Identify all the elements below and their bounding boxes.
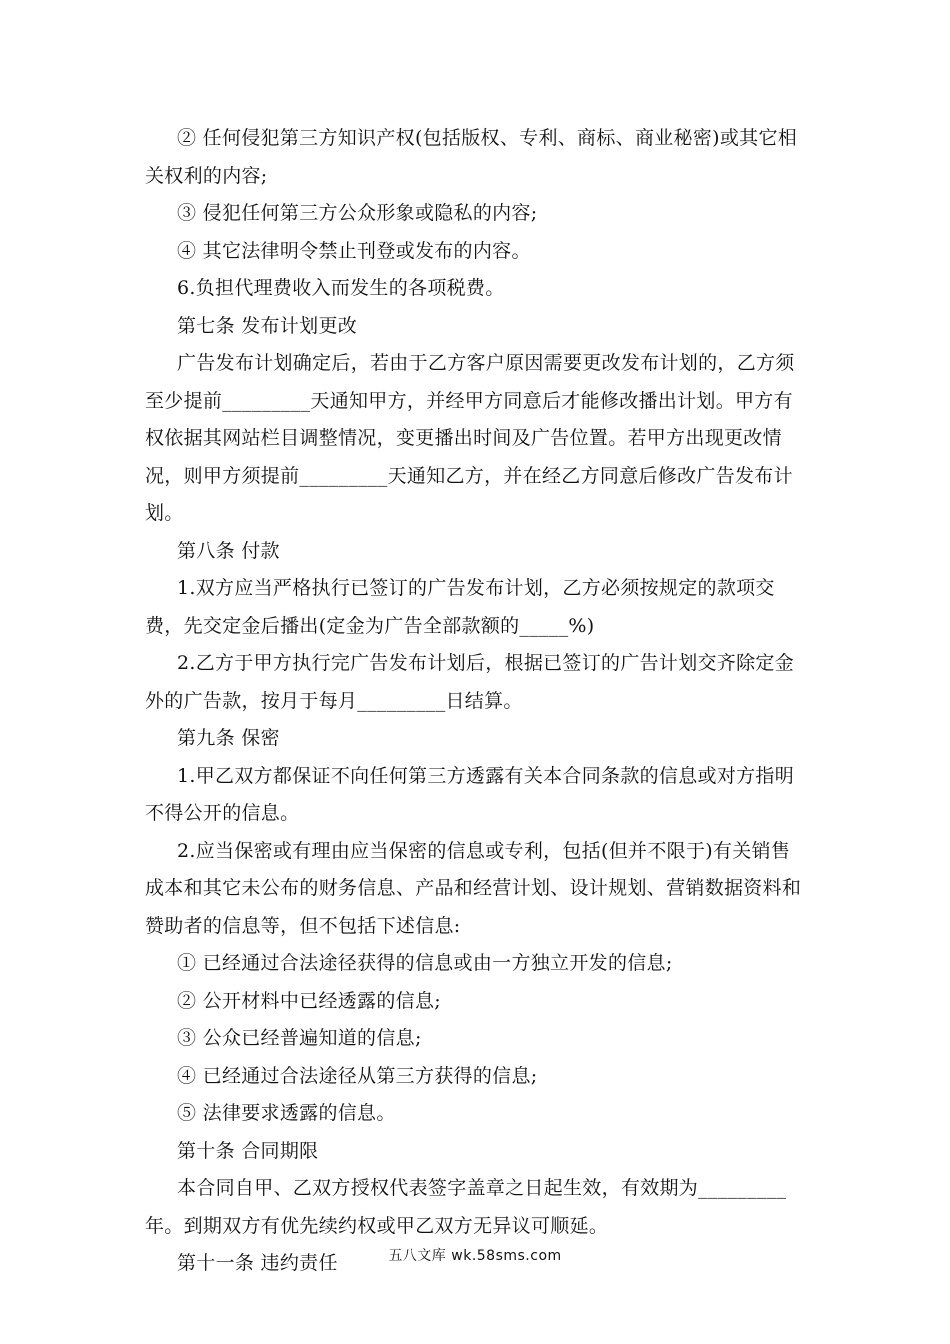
article-11-heading: 第十一条 违约责任 [177,1252,338,1274]
page-footer: 五八文库 wk.58sms.com [388,1248,562,1264]
article-8-item-2: 2.乙方于甲方执行完广告发布计划后，根据已签订的广告计划交齐除定金外的广告款，按月于每月_________日结算。 [145,652,795,712]
paragraph-clause-item-4: ④ 其它法律明令禁止刊登或发布的内容。 [177,239,531,262]
article-10-heading: 第十条 合同期限 [177,1139,319,1162]
paragraph-clause-item-3: ③ 侵犯任何第三方公众形象或隐私的内容; [177,202,538,224]
article-8-heading: 第八条 付款 [177,539,280,562]
article-9-sub-2: ② 公开材料中已经透露的信息; [177,989,441,1012]
article-7-body: 广告发布计划确定后，若由于乙方客户原因需要更改发布计划的，乙方须至少提前_________天通知甲方，并经甲方同意后才能修改播出计划。甲方有权依据其网站栏目调整情况，变更播出时间及广告位置。若甲方出现更改情况，则甲方须提前_________天通知乙方，并在经乙方同意后修改广告发布计划。 [145,352,795,524]
document-body [145,120,805,1283]
article-9-sub-1: ① 已经通过合法途径获得的信息或由一方独立开发的信息; [177,952,673,974]
article-9-item-1: 1.甲乙双方都保证不向任何第三方透露有关本合同条款的信息或对方指明不得公开的信息。 [145,764,795,824]
article-9-sub-4: ④ 已经通过合法途径从第三方获得的信息; [177,1064,538,1087]
paragraph-tax-item: 6.负担代理费收入而发生的各项税费。 [177,277,505,299]
article-9-item-2: 2.应当保密或有理由应当保密的信息或专利，包括(但并不限于)有关销售成本和其它未公布的财务信息、产品和经营计划、设计规划、营销数据资料和赞助者的信息等，但不包括下述信息: [145,839,802,937]
paragraph-clause-item-2: ② 任何侵犯第三方知识产权(包括版权、专利、商标、商业秘密)或其它相关权利的内容; [145,127,798,187]
article-10-body: 本合同自甲、乙双方授权代表签字盖章之日起生效，有效期为_________年。到期双方有优先续约权或甲乙双方无异议可顺延。 [145,1177,787,1237]
article-9-sub-5: ⑤ 法律要求透露的信息。 [177,1102,396,1124]
article-9-heading: 第九条 保密 [177,727,280,749]
article-9-sub-3: ③ 公众已经普遍知道的信息; [177,1027,422,1049]
article-8-item-1: 1.双方应当严格执行已签订的广告发布计划，乙方必须按规定的款项交费，先交定金后播出(定金为广告全部款额的_____%) [145,577,775,637]
article-7-heading: 第七条 发布计划更改 [177,314,358,337]
